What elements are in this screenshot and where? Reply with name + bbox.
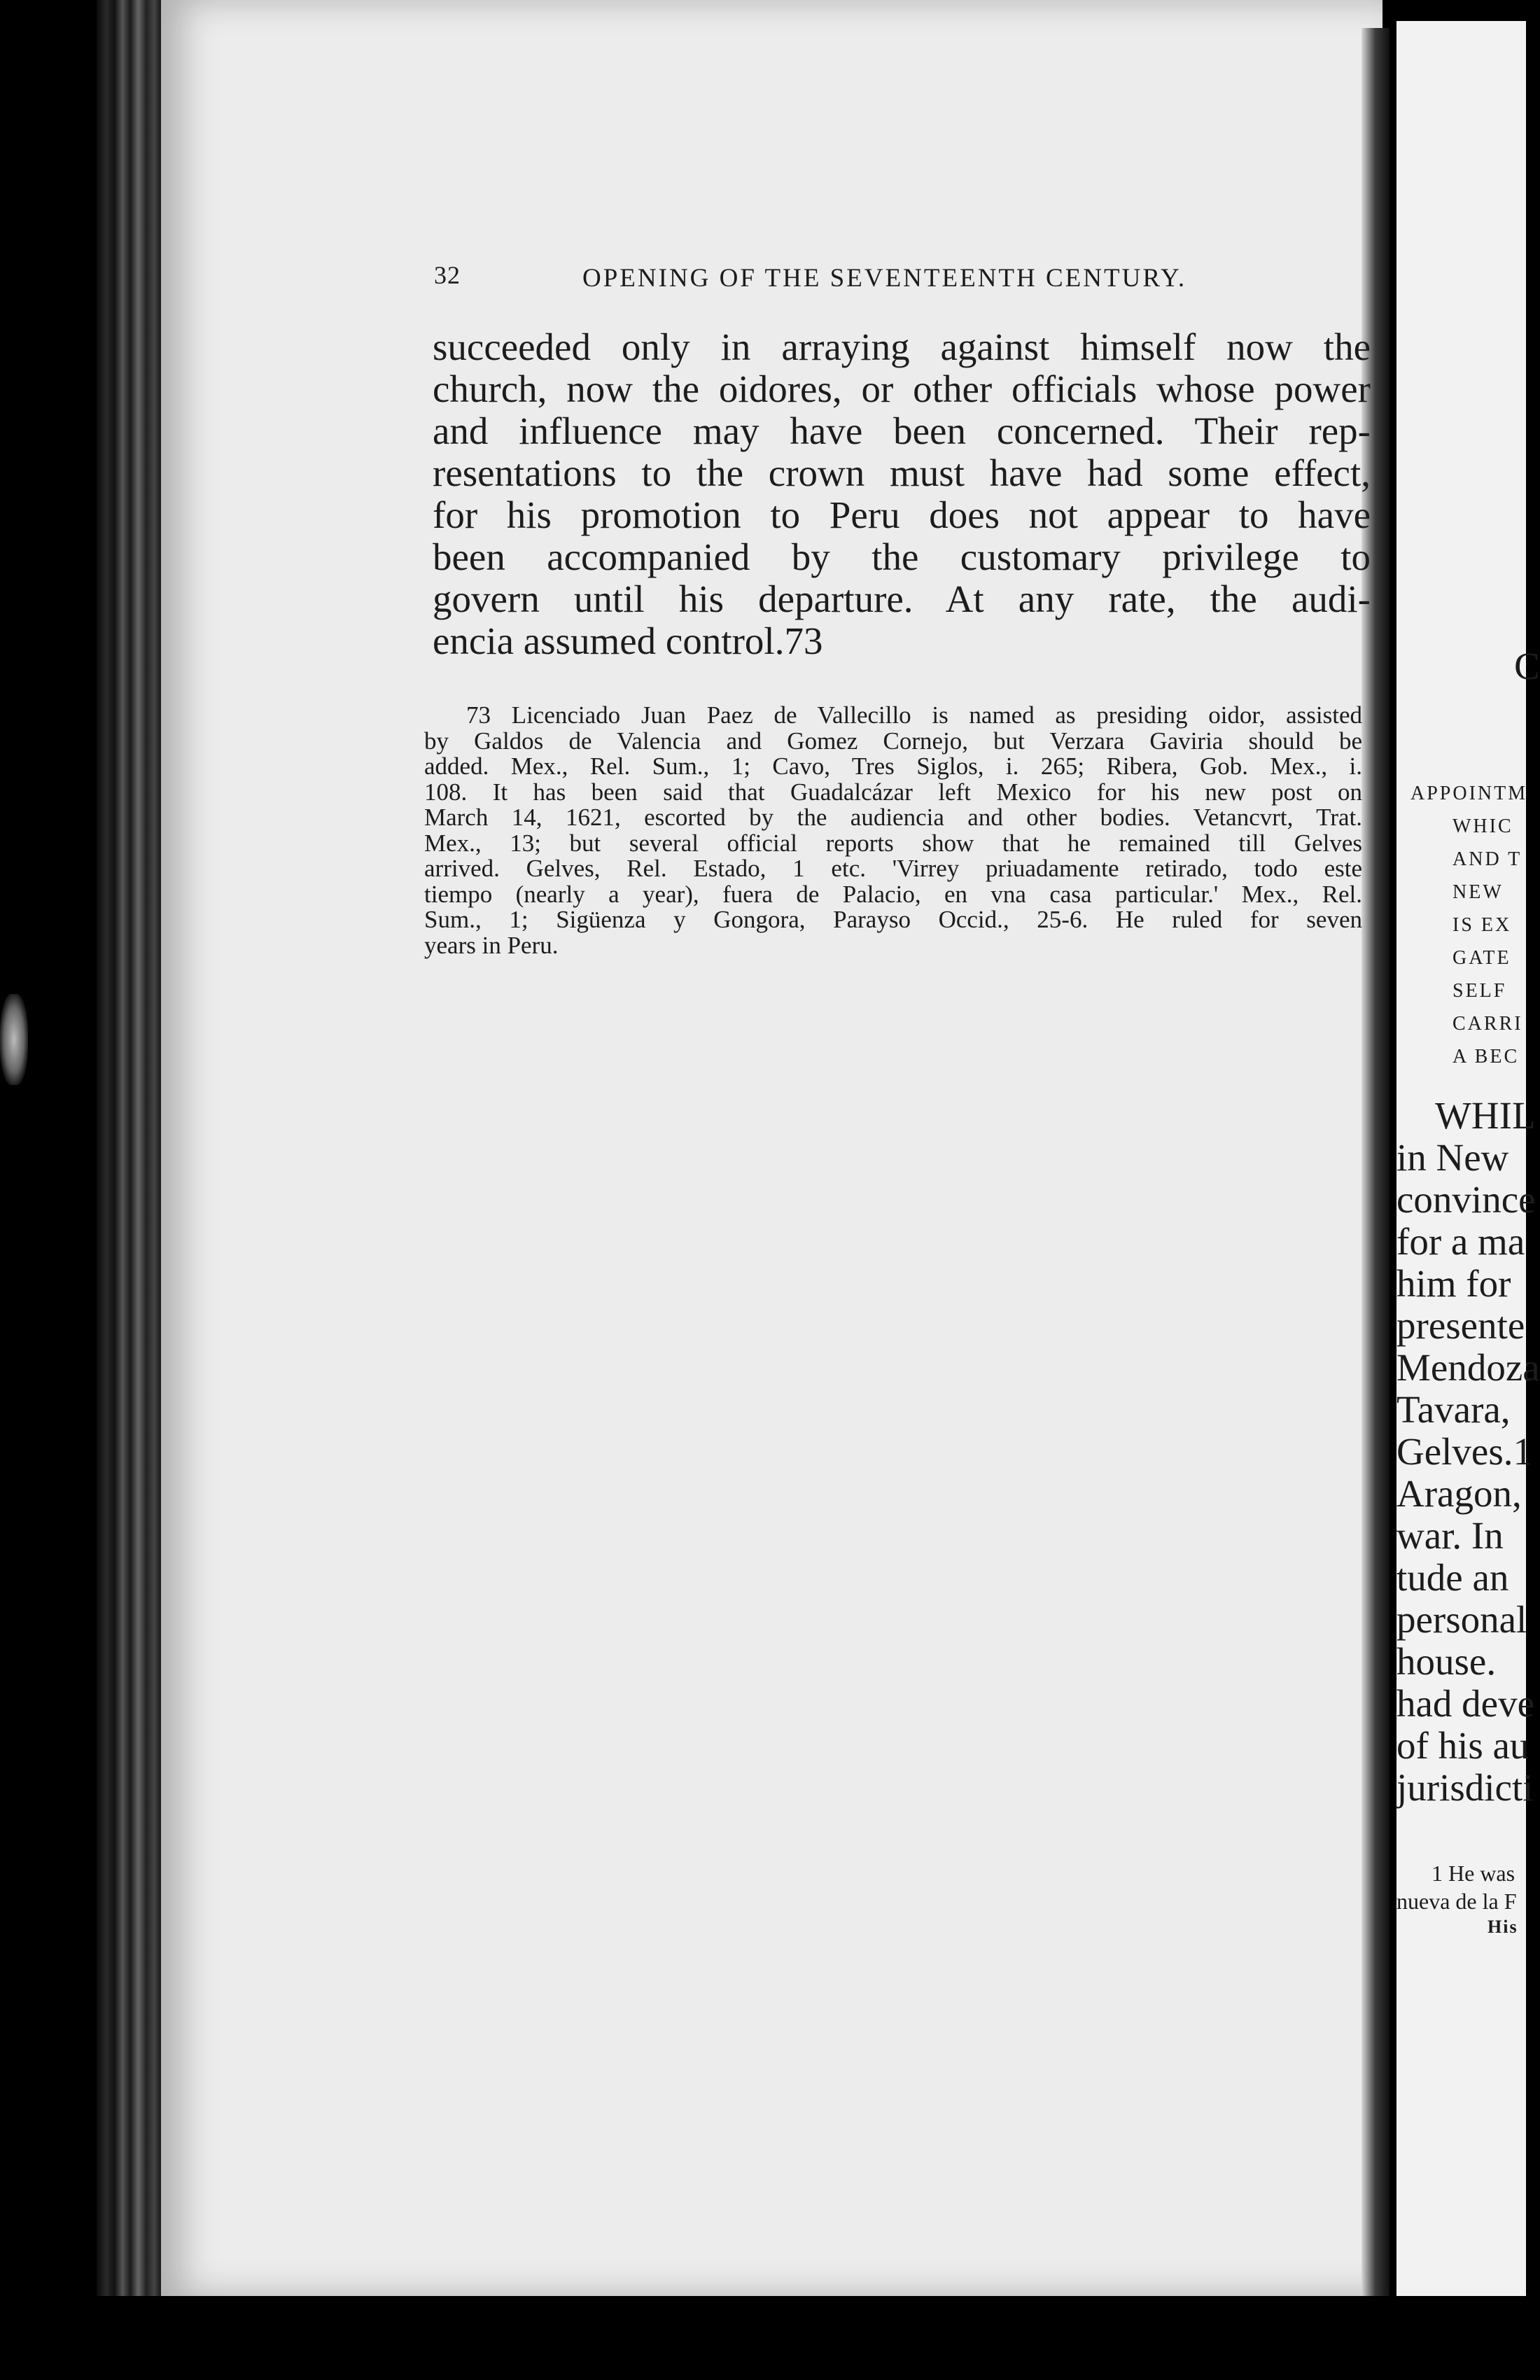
right-body-line: Tavara, [1396, 1388, 1511, 1431]
running-title: OPENING OF THE SEVENTEENTH CENTURY. [582, 264, 1187, 293]
text-line: encia assumed control.73 [433, 620, 823, 662]
text-line: for his promotion to Peru does not appear to have [433, 493, 1371, 536]
right-footnote-line: His [1488, 1917, 1518, 1937]
summary-line: SELF [1452, 980, 1507, 1002]
footnote-line: arrived. Gelves, Rel. Estado, 1 etc. 'Virrey priuadamente retirado, todo este [424, 855, 1362, 882]
right-page [1396, 21, 1540, 2296]
running-header [434, 260, 1330, 309]
footnote-line: Sum., 1; Sigüenza y Gongora, Parayso Occid., 25-6. He ruled for seven [424, 906, 1362, 933]
summary-line: A BEC [1452, 1046, 1520, 1068]
main-paragraph [433, 326, 1371, 662]
summary-line: IS EX [1452, 914, 1512, 936]
footnote-line: by Galdos de Valencia and Gomez Cornejo, but Verzara Gaviria should be [424, 727, 1362, 755]
summary-line: AND T [1452, 848, 1522, 870]
right-body-line: Gelves.1 [1396, 1430, 1532, 1473]
right-body-line: convince [1396, 1178, 1536, 1221]
right-footnote-line: nueva de la F [1396, 1889, 1517, 1914]
page-number: 32 [434, 261, 461, 289]
right-body-line: tude an [1396, 1556, 1509, 1599]
summary-line: CARRI [1452, 1013, 1523, 1035]
text-line: been accompanied by the customary privilege to [433, 536, 1371, 578]
right-body-line: him for [1396, 1262, 1511, 1305]
summary-line: NEW [1452, 881, 1504, 903]
footnote-line: 73 Licenciado Juan Paez de Vallecillo is named as presiding oidor, assisted [466, 701, 1362, 729]
footnote-line: years in Peru. [424, 931, 559, 959]
chapter-fragment: C [1514, 645, 1540, 687]
footnote-line: added. Mex., Rel. Sum., 1; Cavo, Tres Siglos, i. 265; Ribera, Gob. Mex., i. [424, 752, 1362, 780]
text-line: and influence may have been concerned. Their rep- [433, 410, 1371, 452]
right-body-line: had deve [1396, 1682, 1534, 1725]
right-body-line: personal [1396, 1598, 1527, 1641]
right-body-line: presente [1396, 1304, 1525, 1347]
edge-stain [0, 994, 28, 1085]
text-line: govern until his departure. At any rate, the audi- [433, 578, 1371, 620]
footnote-line: March 14, 1621, escorted by the audiencia and other bodies. Vetancvrt, Trat. [424, 804, 1362, 831]
right-body-line: jurisdicti [1396, 1766, 1534, 1809]
text-line: resentations to the crown must have had some effect, [433, 451, 1371, 494]
footnote-line: 108. It has been said that Guadalcázar left Mexico for his new post on [424, 778, 1362, 806]
right-footnote-line: 1 He was [1432, 1861, 1516, 1886]
right-body-line: war. In [1396, 1514, 1504, 1557]
footnote-block [424, 703, 1362, 958]
right-body-line: house. [1396, 1640, 1497, 1683]
right-body-line: WHIL [1435, 1094, 1536, 1137]
footnote-line: tiempo (nearly a year), fuera de Palacio, en vna casa particular.' Mex., Rel. [424, 880, 1362, 908]
right-body-line: of his au [1396, 1724, 1530, 1767]
right-body-line: for a ma [1396, 1220, 1525, 1263]
text-line: succeeded only in arraying against himself now the [433, 326, 1371, 368]
footnote-line: Mex., 13; but several official reports show that he remained till Gelves [424, 829, 1362, 857]
right-body-line: Aragon, [1396, 1472, 1522, 1515]
text-line: church, now the oidores, or other officials whose power [433, 368, 1371, 410]
right-body-line: Mendoza [1396, 1346, 1540, 1389]
summary-line: APPOINTM [1410, 783, 1528, 804]
right-body-line: in New [1396, 1136, 1509, 1179]
summary-line: WHIC [1452, 816, 1513, 837]
summary-line: GATE [1452, 947, 1511, 969]
